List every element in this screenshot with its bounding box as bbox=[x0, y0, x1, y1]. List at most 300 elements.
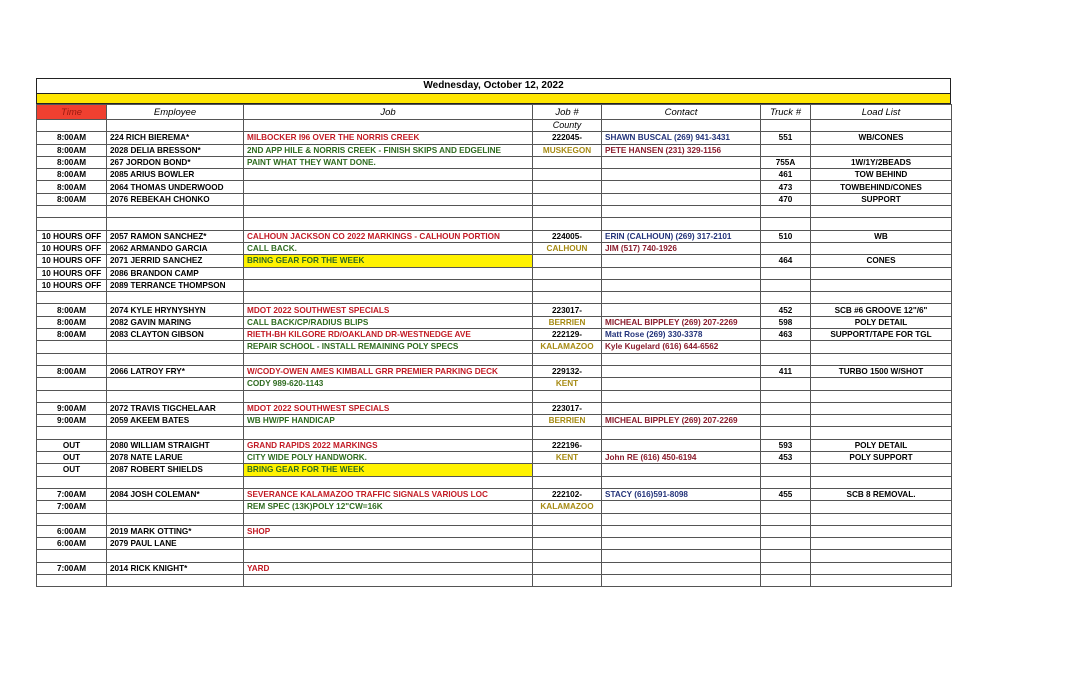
jobno-cell bbox=[533, 292, 602, 304]
job-cell: W/CODY-OWEN AMES KIMBALL GRR PREMIER PARKING DECK bbox=[244, 365, 533, 377]
contact-cell: John RE (616) 450-6194 bbox=[602, 452, 761, 464]
jobno-cell bbox=[533, 181, 602, 193]
load-cell: WB/CONES bbox=[811, 132, 952, 144]
job-cell bbox=[244, 267, 533, 279]
load-cell bbox=[811, 378, 952, 390]
job-cell bbox=[244, 427, 533, 439]
table-row bbox=[37, 169, 952, 181]
employee-cell: 2014 RICK KNIGHT* bbox=[107, 562, 244, 574]
job-cell: RIETH-BH KILGORE RD/OAKLAND DR-WESTNEDGE AVE bbox=[244, 329, 533, 341]
contact-cell bbox=[602, 193, 761, 205]
time-cell: 8:00AM bbox=[37, 156, 107, 168]
employee-cell bbox=[107, 353, 244, 365]
table-row bbox=[37, 267, 952, 279]
employee-cell: 2074 KYLE HRYNYSHYN bbox=[107, 304, 244, 316]
job-cell bbox=[244, 476, 533, 488]
contact-cell bbox=[602, 402, 761, 414]
header-job: Job bbox=[244, 105, 533, 120]
contact-cell: Matt Rose (269) 330-3378 bbox=[602, 329, 761, 341]
time-cell: 8:00AM bbox=[37, 329, 107, 341]
job-cell bbox=[244, 218, 533, 230]
subheader-blank bbox=[37, 120, 107, 132]
time-cell: 6:00AM bbox=[37, 538, 107, 550]
job-cell: GRAND RAPIDS 2022 MARKINGS bbox=[244, 439, 533, 451]
time-cell bbox=[37, 574, 107, 586]
time-cell: 8:00AM bbox=[37, 193, 107, 205]
truck-cell: 464 bbox=[761, 255, 811, 267]
load-cell bbox=[811, 501, 952, 513]
load-cell bbox=[811, 267, 952, 279]
employee-cell: 2082 GAVIN MARING bbox=[107, 316, 244, 328]
jobno-cell bbox=[533, 550, 602, 562]
contact-cell bbox=[602, 513, 761, 525]
load-cell: POLY SUPPORT bbox=[811, 452, 952, 464]
time-cell: 7:00AM bbox=[37, 562, 107, 574]
load-cell: POLY DETAIL bbox=[811, 316, 952, 328]
time-cell: 7:00AM bbox=[37, 501, 107, 513]
contact-cell bbox=[602, 267, 761, 279]
load-cell bbox=[811, 218, 952, 230]
time-cell: OUT bbox=[37, 452, 107, 464]
table-row bbox=[37, 193, 952, 205]
employee-cell bbox=[107, 218, 244, 230]
employee-cell: 2084 JOSH COLEMAN* bbox=[107, 488, 244, 500]
header-jobno: Job # bbox=[533, 105, 602, 120]
load-cell bbox=[811, 550, 952, 562]
jobno-cell: KALAMAZOO bbox=[533, 341, 602, 353]
truck-cell: 455 bbox=[761, 488, 811, 500]
table-row bbox=[37, 501, 952, 513]
employee-cell: 2083 CLAYTON GIBSON bbox=[107, 329, 244, 341]
employee-cell bbox=[107, 427, 244, 439]
jobno-cell bbox=[533, 538, 602, 550]
employee-cell: 2072 TRAVIS TIGCHELAAR bbox=[107, 402, 244, 414]
contact-cell: JIM (517) 740-1926 bbox=[602, 242, 761, 254]
time-cell: 10 HOURS OFF bbox=[37, 267, 107, 279]
truck-cell: 551 bbox=[761, 132, 811, 144]
header-row bbox=[37, 105, 952, 120]
table-row bbox=[37, 329, 952, 341]
job-cell: BRING GEAR FOR THE WEEK bbox=[244, 464, 533, 476]
job-cell bbox=[244, 574, 533, 586]
table-row bbox=[37, 464, 952, 476]
employee-cell: 2028 DELIA BRESSON* bbox=[107, 144, 244, 156]
truck-cell: 473 bbox=[761, 181, 811, 193]
jobno-cell bbox=[533, 169, 602, 181]
contact-cell bbox=[602, 390, 761, 402]
job-cell: SHOP bbox=[244, 525, 533, 537]
truck-cell: 470 bbox=[761, 193, 811, 205]
jobno-cell: CALHOUN bbox=[533, 242, 602, 254]
table-row bbox=[37, 292, 952, 304]
load-cell: TOWBEHIND/CONES bbox=[811, 181, 952, 193]
load-cell bbox=[811, 242, 952, 254]
employee-cell bbox=[107, 476, 244, 488]
jobno-cell bbox=[533, 218, 602, 230]
truck-cell bbox=[761, 206, 811, 218]
load-cell bbox=[811, 353, 952, 365]
job-cell: REM SPEC (13K)POLY 12"CW=16K bbox=[244, 501, 533, 513]
table-row bbox=[37, 415, 952, 427]
table-row bbox=[37, 218, 952, 230]
load-cell bbox=[811, 476, 952, 488]
truck-cell bbox=[761, 513, 811, 525]
time-cell bbox=[37, 206, 107, 218]
table-row bbox=[37, 390, 952, 402]
job-cell: CODY 989-620-1143 bbox=[244, 378, 533, 390]
contact-cell bbox=[602, 501, 761, 513]
truck-cell bbox=[761, 427, 811, 439]
job-cell: CITY WIDE POLY HANDWORK. bbox=[244, 452, 533, 464]
truck-cell bbox=[761, 415, 811, 427]
employee-cell: 267 JORDON BOND* bbox=[107, 156, 244, 168]
jobno-cell bbox=[533, 562, 602, 574]
load-cell bbox=[811, 574, 952, 586]
subheader-row bbox=[37, 120, 952, 132]
employee-cell: 2078 NATE LARUE bbox=[107, 452, 244, 464]
truck-cell: 452 bbox=[761, 304, 811, 316]
truck-cell bbox=[761, 279, 811, 291]
load-cell bbox=[811, 292, 952, 304]
truck-cell bbox=[761, 464, 811, 476]
load-cell bbox=[811, 279, 952, 291]
truck-cell bbox=[761, 292, 811, 304]
table-row bbox=[37, 304, 952, 316]
contact-cell bbox=[602, 292, 761, 304]
jobno-cell bbox=[533, 353, 602, 365]
job-cell: CALHOUN JACKSON CO 2022 MARKINGS - CALHOUN PORTION bbox=[244, 230, 533, 242]
schedule-table bbox=[36, 104, 952, 587]
employee-cell bbox=[107, 378, 244, 390]
jobno-cell bbox=[533, 255, 602, 267]
time-cell bbox=[37, 353, 107, 365]
employee-cell bbox=[107, 574, 244, 586]
time-cell: 9:00AM bbox=[37, 415, 107, 427]
truck-cell: 453 bbox=[761, 452, 811, 464]
job-cell bbox=[244, 206, 533, 218]
contact-cell bbox=[602, 304, 761, 316]
header-truck: Truck # bbox=[761, 105, 811, 120]
table-row bbox=[37, 242, 952, 254]
subheader-blank bbox=[244, 120, 533, 132]
contact-cell bbox=[602, 427, 761, 439]
employee-cell: 2019 MARK OTTING* bbox=[107, 525, 244, 537]
subheader-blank bbox=[811, 120, 952, 132]
employee-cell bbox=[107, 341, 244, 353]
contact-cell bbox=[602, 279, 761, 291]
employee-cell: 2086 BRANDON CAMP bbox=[107, 267, 244, 279]
load-cell: SCB 8 REMOVAL. bbox=[811, 488, 952, 500]
contact-cell bbox=[602, 574, 761, 586]
load-cell: SUPPORT/TAPE FOR TGL bbox=[811, 329, 952, 341]
table-row bbox=[37, 488, 952, 500]
load-cell bbox=[811, 513, 952, 525]
job-cell bbox=[244, 390, 533, 402]
employee-cell: 2079 PAUL LANE bbox=[107, 538, 244, 550]
contact-cell: STACY (616)591-8098 bbox=[602, 488, 761, 500]
job-cell: SEVERANCE KALAMAZOO TRAFFIC SIGNALS VARIOUS LOC bbox=[244, 488, 533, 500]
table-row bbox=[37, 353, 952, 365]
time-cell: 10 HOURS OFF bbox=[37, 279, 107, 291]
job-cell bbox=[244, 279, 533, 291]
job-cell: MDOT 2022 SOUTHWEST SPECIALS bbox=[244, 304, 533, 316]
time-cell: OUT bbox=[37, 439, 107, 451]
truck-cell bbox=[761, 550, 811, 562]
jobno-cell bbox=[533, 476, 602, 488]
job-cell: CALL BACK/CP/RADIUS BLIPS bbox=[244, 316, 533, 328]
jobno-cell bbox=[533, 156, 602, 168]
job-cell bbox=[244, 292, 533, 304]
contact-cell: ERIN (CALHOUN) (269) 317-2101 bbox=[602, 230, 761, 242]
contact-cell bbox=[602, 378, 761, 390]
table-row bbox=[37, 525, 952, 537]
table-row bbox=[37, 476, 952, 488]
employee-cell: 2089 TERRANCE THOMPSON bbox=[107, 279, 244, 291]
time-cell: 8:00AM bbox=[37, 365, 107, 377]
load-cell bbox=[811, 562, 952, 574]
jobno-cell bbox=[533, 390, 602, 402]
contact-cell bbox=[602, 525, 761, 537]
employee-cell: 2059 AKEEM BATES bbox=[107, 415, 244, 427]
table-row bbox=[37, 156, 952, 168]
job-cell bbox=[244, 538, 533, 550]
highlight-band bbox=[36, 93, 951, 104]
load-cell bbox=[811, 144, 952, 156]
sheet-title: Wednesday, October 12, 2022 bbox=[36, 78, 951, 93]
table-row bbox=[37, 538, 952, 550]
load-cell bbox=[811, 415, 952, 427]
employee-cell bbox=[107, 513, 244, 525]
contact-cell bbox=[602, 206, 761, 218]
table-row bbox=[37, 550, 952, 562]
truck-cell bbox=[761, 378, 811, 390]
load-cell: WB bbox=[811, 230, 952, 242]
truck-cell bbox=[761, 538, 811, 550]
truck-cell bbox=[761, 574, 811, 586]
contact-cell bbox=[602, 218, 761, 230]
load-cell: SCB #6 GROOVE 12"/6" bbox=[811, 304, 952, 316]
job-cell: YARD bbox=[244, 562, 533, 574]
time-cell: 7:00AM bbox=[37, 488, 107, 500]
jobno-cell bbox=[533, 574, 602, 586]
contact-cell bbox=[602, 353, 761, 365]
employee-cell: 2057 RAMON SANCHEZ* bbox=[107, 230, 244, 242]
table-row bbox=[37, 279, 952, 291]
time-cell: 9:00AM bbox=[37, 402, 107, 414]
time-cell: 8:00AM bbox=[37, 132, 107, 144]
header-contact: Contact bbox=[602, 105, 761, 120]
time-cell: 8:00AM bbox=[37, 181, 107, 193]
contact-cell: MICHEAL BIPPLEY (269) 207-2269 bbox=[602, 316, 761, 328]
load-cell bbox=[811, 525, 952, 537]
job-cell bbox=[244, 169, 533, 181]
employee-cell: 2087 ROBERT SHIELDS bbox=[107, 464, 244, 476]
employee-cell bbox=[107, 501, 244, 513]
jobno-cell: 222129- bbox=[533, 329, 602, 341]
employee-cell bbox=[107, 292, 244, 304]
load-cell bbox=[811, 341, 952, 353]
job-cell bbox=[244, 353, 533, 365]
contact-cell bbox=[602, 181, 761, 193]
time-cell bbox=[37, 378, 107, 390]
truck-cell bbox=[761, 353, 811, 365]
load-cell: 1W/1Y/2BEADS bbox=[811, 156, 952, 168]
employee-cell: 224 RICH BIEREMA* bbox=[107, 132, 244, 144]
employee-cell: 2066 LATROY FRY* bbox=[107, 365, 244, 377]
employee-cell: 2080 WILLIAM STRAIGHT bbox=[107, 439, 244, 451]
employee-cell bbox=[107, 390, 244, 402]
truck-cell: 510 bbox=[761, 230, 811, 242]
jobno-cell bbox=[533, 525, 602, 537]
schedule-sheet bbox=[36, 78, 951, 587]
contact-cell: Kyle Kugelard (616) 644-6562 bbox=[602, 341, 761, 353]
load-cell bbox=[811, 402, 952, 414]
time-cell bbox=[37, 390, 107, 402]
jobno-cell: BERRIEN bbox=[533, 316, 602, 328]
jobno-cell: 222045- bbox=[533, 132, 602, 144]
truck-cell bbox=[761, 218, 811, 230]
truck-cell: 755A bbox=[761, 156, 811, 168]
table-row bbox=[37, 341, 952, 353]
employee-cell: 2071 JERRID SANCHEZ bbox=[107, 255, 244, 267]
load-cell bbox=[811, 464, 952, 476]
table-row bbox=[37, 206, 952, 218]
table-row bbox=[37, 402, 952, 414]
truck-cell: 461 bbox=[761, 169, 811, 181]
job-cell: PAINT WHAT THEY WANT DONE. bbox=[244, 156, 533, 168]
table-row bbox=[37, 230, 952, 242]
subheader-blank bbox=[761, 120, 811, 132]
truck-cell bbox=[761, 390, 811, 402]
job-cell bbox=[244, 513, 533, 525]
jobno-cell: MUSKEGON bbox=[533, 144, 602, 156]
employee-cell: 2076 REBEKAH CHONKO bbox=[107, 193, 244, 205]
table-row bbox=[37, 365, 952, 377]
time-cell: 10 HOURS OFF bbox=[37, 255, 107, 267]
jobno-cell: KENT bbox=[533, 452, 602, 464]
time-cell bbox=[37, 292, 107, 304]
truck-cell: 463 bbox=[761, 329, 811, 341]
jobno-cell: BERRIEN bbox=[533, 415, 602, 427]
time-cell: OUT bbox=[37, 464, 107, 476]
jobno-cell bbox=[533, 267, 602, 279]
load-cell bbox=[811, 538, 952, 550]
truck-cell: 598 bbox=[761, 316, 811, 328]
employee-cell: 2064 THOMAS UNDERWOOD bbox=[107, 181, 244, 193]
truck-cell bbox=[761, 267, 811, 279]
subheader-blank bbox=[107, 120, 244, 132]
jobno-cell bbox=[533, 279, 602, 291]
time-cell bbox=[37, 550, 107, 562]
jobno-cell: 222196- bbox=[533, 439, 602, 451]
load-cell bbox=[811, 390, 952, 402]
jobno-cell bbox=[533, 464, 602, 476]
jobno-cell bbox=[533, 206, 602, 218]
table-row bbox=[37, 562, 952, 574]
contact-cell bbox=[602, 550, 761, 562]
subheader-blank bbox=[602, 120, 761, 132]
employee-cell bbox=[107, 550, 244, 562]
contact-cell bbox=[602, 538, 761, 550]
header-county: County bbox=[533, 120, 602, 132]
truck-cell: 593 bbox=[761, 439, 811, 451]
jobno-cell bbox=[533, 513, 602, 525]
time-cell: 6:00AM bbox=[37, 525, 107, 537]
table-row bbox=[37, 439, 952, 451]
load-cell: POLY DETAIL bbox=[811, 439, 952, 451]
truck-cell bbox=[761, 501, 811, 513]
contact-cell bbox=[602, 255, 761, 267]
employee-cell: 2085 ARIUS BOWLER bbox=[107, 169, 244, 181]
time-cell: 8:00AM bbox=[37, 316, 107, 328]
jobno-cell: 223017- bbox=[533, 304, 602, 316]
contact-cell bbox=[602, 476, 761, 488]
header-time: Time bbox=[37, 105, 107, 120]
jobno-cell bbox=[533, 427, 602, 439]
time-cell: 8:00AM bbox=[37, 304, 107, 316]
time-cell bbox=[37, 218, 107, 230]
employee-cell bbox=[107, 206, 244, 218]
table-row bbox=[37, 181, 952, 193]
time-cell: 10 HOURS OFF bbox=[37, 242, 107, 254]
job-cell: 2ND APP HILE & NORRIS CREEK - FINISH SKIPS AND EDGELINE bbox=[244, 144, 533, 156]
table-row bbox=[37, 132, 952, 144]
truck-cell: 411 bbox=[761, 365, 811, 377]
load-cell bbox=[811, 206, 952, 218]
job-cell bbox=[244, 181, 533, 193]
time-cell bbox=[37, 427, 107, 439]
time-cell: 8:00AM bbox=[37, 169, 107, 181]
job-cell: MDOT 2022 SOUTHWEST SPECIALS bbox=[244, 402, 533, 414]
table-row bbox=[37, 452, 952, 464]
time-cell bbox=[37, 513, 107, 525]
truck-cell bbox=[761, 402, 811, 414]
table-row bbox=[37, 255, 952, 267]
header-employee: Employee bbox=[107, 105, 244, 120]
time-cell bbox=[37, 341, 107, 353]
contact-cell bbox=[602, 464, 761, 476]
job-cell: MILBOCKER I96 OVER THE NORRIS CREEK bbox=[244, 132, 533, 144]
truck-cell bbox=[761, 144, 811, 156]
job-cell: WB HW/PF HANDICAP bbox=[244, 415, 533, 427]
jobno-cell: 229132- bbox=[533, 365, 602, 377]
table-row bbox=[37, 574, 952, 586]
contact-cell bbox=[602, 365, 761, 377]
jobno-cell: 224005- bbox=[533, 230, 602, 242]
job-cell bbox=[244, 193, 533, 205]
truck-cell bbox=[761, 476, 811, 488]
load-cell bbox=[811, 427, 952, 439]
truck-cell bbox=[761, 525, 811, 537]
contact-cell: SHAWN BUSCAL (269) 941-3431 bbox=[602, 132, 761, 144]
employee-cell: 2062 ARMANDO GARCIA bbox=[107, 242, 244, 254]
table-row bbox=[37, 144, 952, 156]
table-row bbox=[37, 427, 952, 439]
header-load: Load List bbox=[811, 105, 952, 120]
contact-cell: PETE HANSEN (231) 329-1156 bbox=[602, 144, 761, 156]
load-cell: SUPPORT bbox=[811, 193, 952, 205]
jobno-cell: KALAMAZOO bbox=[533, 501, 602, 513]
job-cell: REPAIR SCHOOL - INSTALL REMAINING POLY SPECS bbox=[244, 341, 533, 353]
contact-cell bbox=[602, 562, 761, 574]
contact-cell bbox=[602, 439, 761, 451]
jobno-cell bbox=[533, 193, 602, 205]
table-row bbox=[37, 316, 952, 328]
truck-cell bbox=[761, 562, 811, 574]
truck-cell bbox=[761, 341, 811, 353]
table-row bbox=[37, 513, 952, 525]
time-cell: 10 HOURS OFF bbox=[37, 230, 107, 242]
